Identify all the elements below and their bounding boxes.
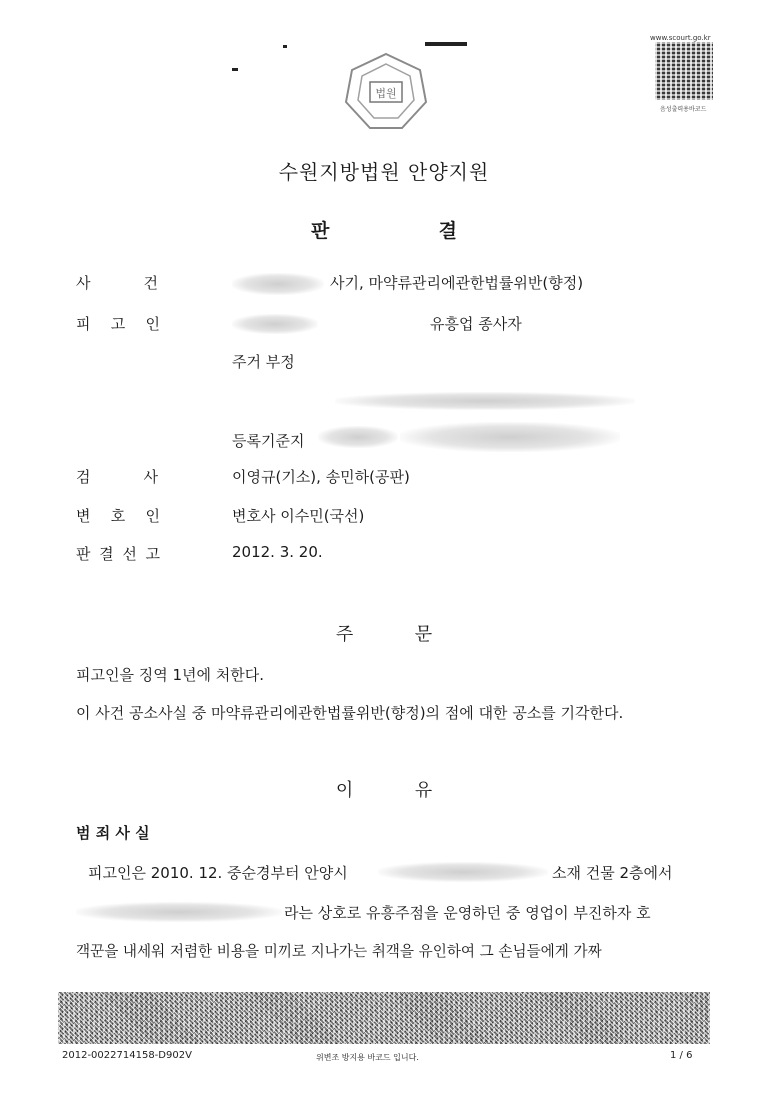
label-char: 선 bbox=[122, 545, 137, 563]
verdict-date-label bbox=[76, 543, 160, 564]
qr-code-icon bbox=[655, 42, 713, 100]
document-id: 2012-0022714158-D902V bbox=[62, 1050, 192, 1061]
defendant-label bbox=[76, 313, 160, 334]
redacted-case-number bbox=[232, 273, 324, 295]
label-char: 인 bbox=[145, 507, 160, 525]
doc-title-char-1: 판 bbox=[311, 220, 330, 242]
order-line: 피고인을 징역 1년에 처한다. bbox=[76, 666, 265, 684]
redacted-address bbox=[335, 392, 635, 410]
label-char: 피 bbox=[76, 315, 91, 333]
heading-char: 문 bbox=[414, 624, 433, 645]
qr-caption: 음성출력용바코드 bbox=[660, 106, 707, 113]
court-name: 수원지방법원 안양지원 bbox=[278, 160, 490, 184]
doc-title bbox=[0, 216, 768, 243]
heading-char: 주 bbox=[335, 624, 354, 645]
case-name: 사기, 마약류관리에관한법률위반(향정) bbox=[330, 274, 584, 292]
label-char: 사 bbox=[76, 274, 91, 292]
barcode-notice: 위변조 방지용 바코드 입니다. bbox=[316, 1053, 419, 1062]
label-char: 인 bbox=[145, 315, 160, 333]
reasons-heading bbox=[0, 776, 768, 802]
label-char: 결 bbox=[99, 545, 114, 563]
redacted-business-name bbox=[76, 902, 282, 922]
redacted-registration bbox=[400, 422, 620, 452]
court-seal-icon bbox=[340, 50, 432, 132]
case-label bbox=[76, 272, 158, 293]
redacted-registration bbox=[318, 426, 398, 448]
doc-title-char-2: 결 bbox=[438, 220, 457, 242]
redacted-location bbox=[378, 862, 548, 882]
label-char: 고 bbox=[110, 315, 126, 333]
crime-facts-subheading: 범 죄 사 실 bbox=[76, 824, 150, 842]
heading-char: 이 bbox=[335, 780, 354, 801]
label-char: 건 bbox=[143, 274, 158, 292]
label-char: 변 bbox=[76, 507, 91, 525]
label-char: 호 bbox=[110, 507, 126, 525]
occupation: 유흥업 종사자 bbox=[430, 315, 522, 333]
lawyer: 변호사 이수민(국선) bbox=[232, 507, 365, 525]
label-char: 판 bbox=[76, 545, 91, 563]
order-heading bbox=[0, 620, 768, 646]
seal-text: 법원 bbox=[375, 87, 397, 100]
prosecutor: 이영규(기소), 송민하(공판) bbox=[232, 468, 410, 486]
order-line: 이 사건 공소사실 중 마약류관리에관한법률위반(향정)의 점에 대한 공소를 기각한다. bbox=[76, 704, 624, 722]
reasons-line: 라는 상호로 유흥주점을 운영하던 중 영업이 부진하자 호 bbox=[284, 904, 651, 922]
residence: 주거 부정 bbox=[232, 353, 295, 371]
page-number: 1 / 6 bbox=[670, 1050, 693, 1061]
reasons-line: 객꾼을 내세워 저렴한 비용을 미끼로 지나가는 취객을 유인하여 그 손님들에게 가짜 bbox=[76, 943, 602, 960]
court-url: www.scourt.go.kr bbox=[650, 34, 711, 42]
lawyer-label bbox=[76, 505, 160, 526]
label-char: 고 bbox=[145, 545, 160, 563]
prosecutor-label bbox=[76, 466, 158, 487]
heading-char: 유 bbox=[414, 780, 433, 801]
ink-mark bbox=[283, 45, 287, 48]
registration-label: 등록기준지 bbox=[232, 432, 305, 450]
anti-forgery-barcode bbox=[58, 992, 710, 1044]
ink-mark bbox=[425, 42, 467, 46]
reasons-line: 피고인은 2010. 12. 중순경부터 안양시 bbox=[88, 864, 348, 882]
ink-mark bbox=[232, 68, 238, 71]
label-char: 사 bbox=[143, 468, 158, 486]
verdict-date: 2012. 3. 20. bbox=[232, 543, 323, 561]
reasons-line: 소재 건물 2층에서 bbox=[552, 864, 673, 882]
redacted-defendant-name bbox=[232, 314, 318, 334]
label-char: 검 bbox=[76, 468, 91, 486]
